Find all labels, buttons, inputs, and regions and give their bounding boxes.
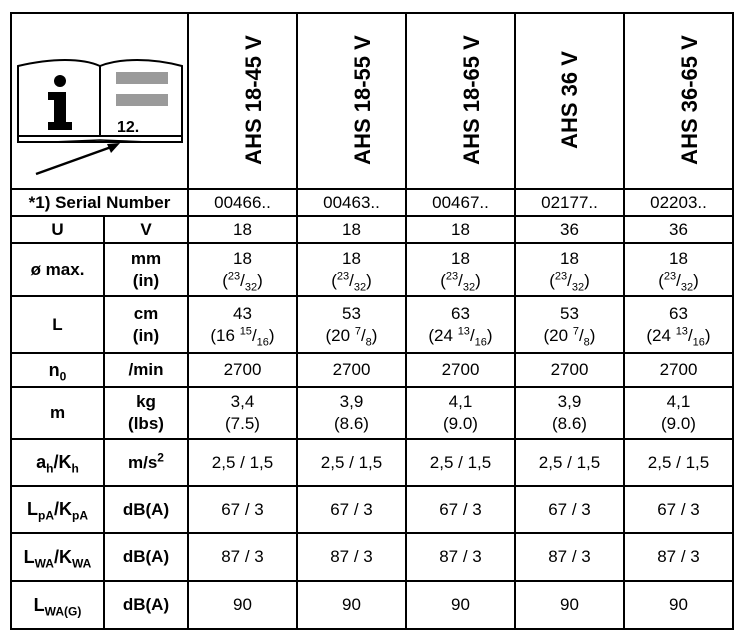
weight-value: 3,9 (8.6) bbox=[297, 387, 406, 439]
sound-power-value: 87 / 3 bbox=[406, 533, 515, 581]
model-header-4: AHS 36 V bbox=[515, 13, 624, 189]
sound-pressure-unit: dB(A) bbox=[104, 486, 188, 533]
vibration-value: 2,5 / 1,5 bbox=[624, 439, 733, 486]
length-row bbox=[11, 296, 733, 353]
diameter-row bbox=[11, 243, 733, 296]
diameter-unit: mm (in) bbox=[104, 243, 188, 296]
voltage-value: 18 bbox=[188, 216, 297, 243]
speed-value: 2700 bbox=[515, 353, 624, 387]
book-page-label: 12. bbox=[117, 119, 140, 136]
length-value: 63 (24 $^{13}/_{16}$) bbox=[624, 296, 733, 353]
weight-row bbox=[11, 387, 733, 439]
voltage-unit: V bbox=[104, 216, 188, 243]
serial-number-label: *1) Serial Number bbox=[11, 189, 188, 216]
voltage-value: 18 bbox=[406, 216, 515, 243]
serial-value: 02177.. bbox=[515, 189, 624, 216]
diameter-value: 18 $(^{23}/_{32})$ bbox=[406, 243, 515, 296]
weight-value: 4,1 (9.0) bbox=[406, 387, 515, 439]
serial-number-row bbox=[11, 189, 733, 216]
voltage-value: 36 bbox=[515, 216, 624, 243]
guaranteed-sound-power-value: 90 bbox=[406, 581, 515, 629]
sound-power-value: 87 / 3 bbox=[297, 533, 406, 581]
guaranteed-sound-power-value: 90 bbox=[297, 581, 406, 629]
vibration-value: 2,5 / 1,5 bbox=[188, 439, 297, 486]
guaranteed-sound-power-unit: dB(A) bbox=[104, 581, 188, 629]
serial-value: 00466.. bbox=[188, 189, 297, 216]
voltage-value: 36 bbox=[624, 216, 733, 243]
length-value: 43 (16 $^{15}/_{16}$) bbox=[188, 296, 297, 353]
sound-power-row bbox=[11, 533, 733, 581]
info-book-icon bbox=[12, 14, 189, 182]
speed-value: 2700 bbox=[297, 353, 406, 387]
sound-power-value: 87 / 3 bbox=[624, 533, 733, 581]
weight-value: 4,1 (9.0) bbox=[624, 387, 733, 439]
weight-value: 3,9 (8.6) bbox=[515, 387, 624, 439]
sound-power-value: 87 / 3 bbox=[515, 533, 624, 581]
serial-value: 00467.. bbox=[406, 189, 515, 216]
technical-data-table bbox=[10, 12, 734, 630]
weight-value: 3,4 (7.5) bbox=[188, 387, 297, 439]
pointer-arrow-icon bbox=[36, 143, 120, 174]
speed-value: 2700 bbox=[624, 353, 733, 387]
spec-sheet bbox=[10, 12, 734, 630]
speed-value: 2700 bbox=[406, 353, 515, 387]
sound-power-value: 87 / 3 bbox=[188, 533, 297, 581]
vibration-value: 2,5 / 1,5 bbox=[297, 439, 406, 486]
sound-pressure-value: 67 / 3 bbox=[406, 486, 515, 533]
serial-value: 02203.. bbox=[624, 189, 733, 216]
weight-symbol: m bbox=[11, 387, 104, 439]
vibration-value: 2,5 / 1,5 bbox=[406, 439, 515, 486]
voltage-symbol: U bbox=[11, 216, 104, 243]
length-symbol: L bbox=[11, 296, 104, 353]
sound-power-unit: dB(A) bbox=[104, 533, 188, 581]
diameter-value: 18 $(^{23}/_{32})$ bbox=[297, 243, 406, 296]
model-header-2: AHS 18-55 V bbox=[297, 13, 406, 189]
speed-value: 2700 bbox=[188, 353, 297, 387]
weight-unit: kg (lbs) bbox=[104, 387, 188, 439]
sound-power-symbol: $L_{WA}/K_{WA}$ bbox=[11, 533, 104, 581]
model-header-1: AHS 18-45 V bbox=[188, 13, 297, 189]
sound-pressure-symbol: $L_{pA}/K_{pA}$ bbox=[11, 486, 104, 533]
length-value: 53 (20 $^7/_8$) bbox=[515, 296, 624, 353]
speed-row bbox=[11, 353, 733, 387]
length-value: 53 (20 $^7/_8$) bbox=[297, 296, 406, 353]
vibration-row bbox=[11, 439, 733, 486]
model-header-row bbox=[11, 13, 733, 189]
guaranteed-sound-power-symbol: $L_{WA(G)}$ bbox=[11, 581, 104, 629]
length-value: 63 (24 $^{13}/_{16}$) bbox=[406, 296, 515, 353]
diameter-symbol: ø max. bbox=[11, 243, 104, 296]
manual-reference-cell bbox=[11, 13, 188, 189]
sound-pressure-value: 67 / 3 bbox=[515, 486, 624, 533]
speed-unit: /min bbox=[104, 353, 188, 387]
model-header-3: AHS 18-65 V bbox=[406, 13, 515, 189]
diameter-value: 18 $(^{23}/_{32})$ bbox=[624, 243, 733, 296]
vibration-symbol: $a_h/K_h$ bbox=[11, 439, 104, 486]
vibration-unit: $m/s^2$ bbox=[104, 439, 188, 486]
guaranteed-sound-power-value: 90 bbox=[624, 581, 733, 629]
guaranteed-sound-power-value: 90 bbox=[515, 581, 624, 629]
sound-pressure-value: 67 / 3 bbox=[188, 486, 297, 533]
guaranteed-sound-power-row bbox=[11, 581, 733, 629]
sound-pressure-value: 67 / 3 bbox=[297, 486, 406, 533]
diameter-value: 18 $(^{23}/_{32})$ bbox=[515, 243, 624, 296]
sound-pressure-row bbox=[11, 486, 733, 533]
diameter-value: 18 $(^{23}/_{32})$ bbox=[188, 243, 297, 296]
voltage-row bbox=[11, 216, 733, 243]
voltage-value: 18 bbox=[297, 216, 406, 243]
model-header-5: AHS 36-65 V bbox=[624, 13, 733, 189]
length-unit: cm (in) bbox=[104, 296, 188, 353]
speed-symbol: $n_0$ bbox=[11, 353, 104, 387]
serial-value: 00463.. bbox=[297, 189, 406, 216]
sound-pressure-value: 67 / 3 bbox=[624, 486, 733, 533]
vibration-value: 2,5 / 1,5 bbox=[515, 439, 624, 486]
guaranteed-sound-power-value: 90 bbox=[188, 581, 297, 629]
